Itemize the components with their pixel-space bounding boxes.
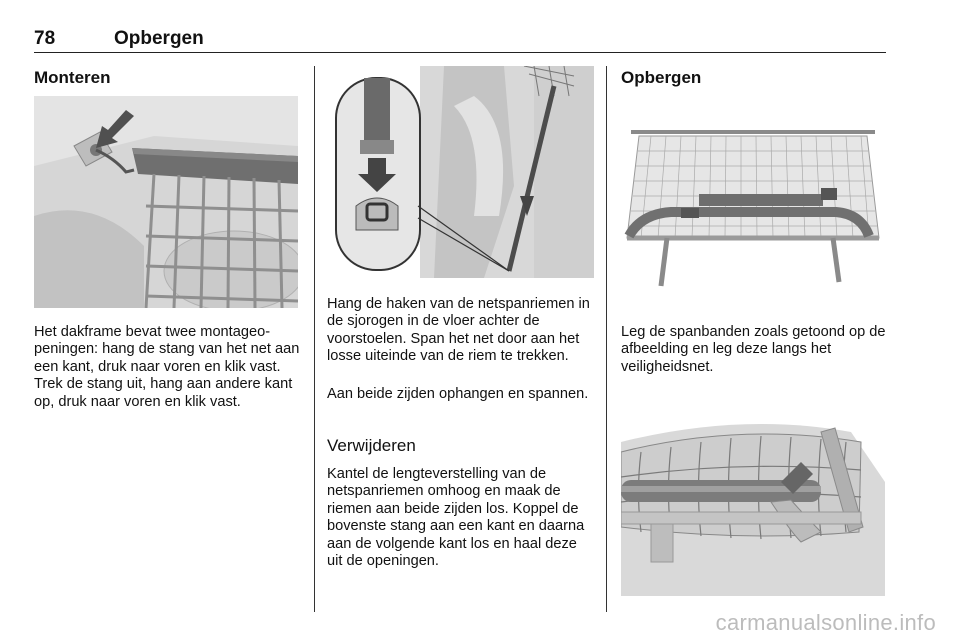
page-number: 78 (34, 28, 56, 49)
figure-roof-frame-mounting (34, 96, 298, 308)
column-divider (606, 66, 607, 612)
paragraph-mounting: Het dakframe bevat twee montageopeningen: hang de stang van het net aan een kant, druk naar voren en klik vast. Trek de stang uit, hang aan andere kant op, druk naar voren en klik vast. (34, 324, 300, 410)
figure-floor-anchor-hook (334, 66, 594, 278)
heading-monteren: Monteren (34, 68, 111, 87)
paragraph-hang-hooks: Hang de haken van de netspanriemen in de sjorogen in de vloer achter de voorstoelen. Span het net door aan het losse uiteinde van de riem te trekken. (327, 296, 590, 365)
subheading-verwijderen: Verwijderen (327, 436, 416, 455)
heading-opbergen: Opbergen (621, 68, 702, 87)
paragraph-storage: Leg de spanbanden zoals getoond op de afbeelding en leg deze langs het veiligheidsnet. (621, 324, 886, 375)
paragraph-both-sides: Aan beide zijden ophangen en spannen. (327, 386, 589, 402)
watermark-text: carmanualsonline.info (715, 610, 936, 635)
figure-rolled-net (621, 382, 885, 596)
figure-net-straps-layout (621, 96, 885, 308)
section-title: Opbergen (114, 28, 204, 49)
page-header (34, 28, 886, 53)
column-divider (314, 66, 315, 612)
paragraph-removal: Kantel de lengteverstelling van de netspanriemen omhoog en maak de riemen aan beide zijden los. Koppel de bovenste stang aan een kant en daarna aan de volgende kant los en haal deze uit de openingen. (327, 466, 585, 570)
